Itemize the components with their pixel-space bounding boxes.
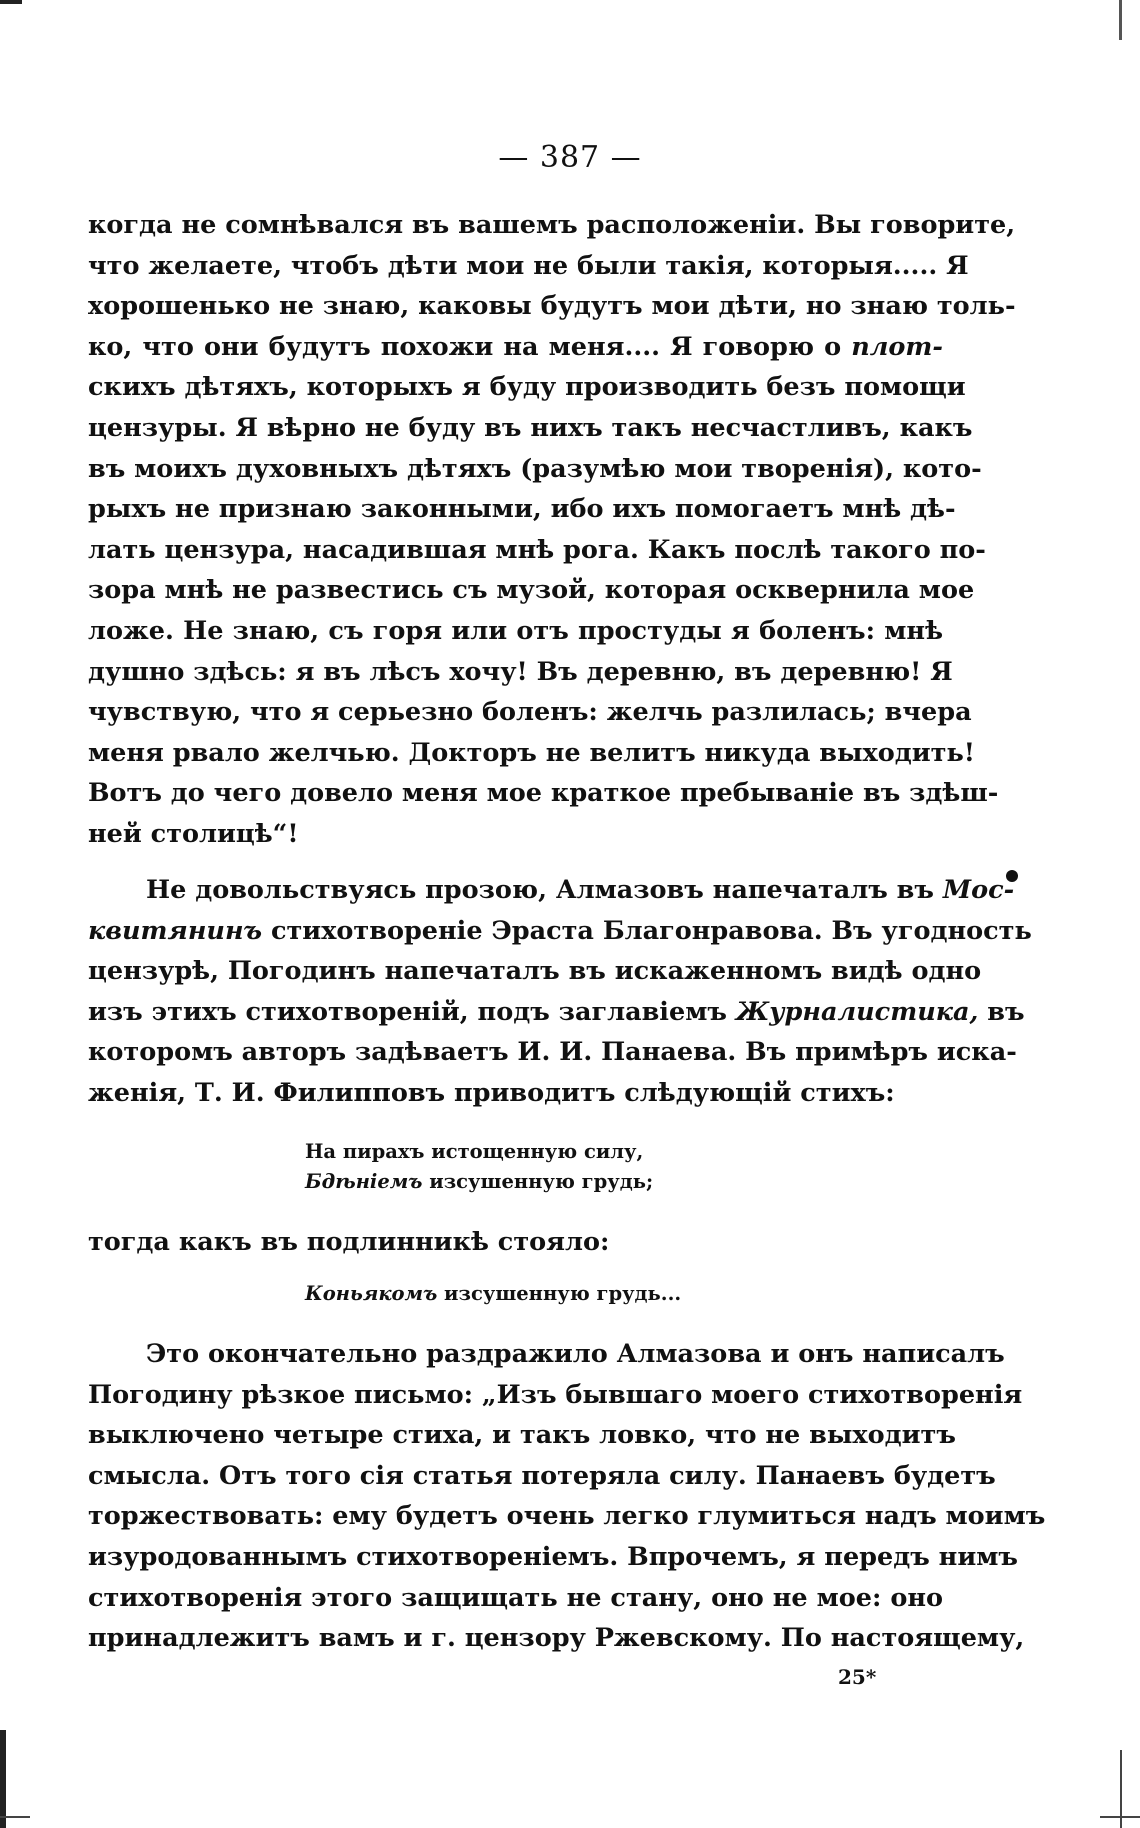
text-line: въ моихъ духовныхъ дѣтяхъ (разумѣю мои творенія), кото-: [88, 453, 982, 484]
text-line: рыхъ не признаю законными, ибо ихъ помогаетъ мнѣ дѣ-: [88, 494, 956, 525]
signature-mark: 25*: [838, 1665, 877, 1689]
paragraph-3: [88, 1334, 1046, 1659]
scan-edge-mark: [1119, 0, 1122, 40]
text-line: Не довольствуясь прозою, Алмазовъ напечаталъ въ Мос-: [146, 875, 1015, 905]
text-line: Погодину рѣзкое письмо: „Изъ бывшаго моего стихотворенія: [88, 1379, 1023, 1410]
italic-word: квитянинъ: [88, 915, 263, 946]
paragraph-2: [88, 870, 1032, 1114]
verse-quote-2: [305, 1279, 681, 1309]
page-number: — 387 —: [498, 140, 642, 175]
text-line: ко, что они будутъ похожи на меня.... Я говорю о плот-: [88, 331, 943, 362]
italic-word: Журналистика,: [735, 996, 979, 1027]
verse-line: Коньякомъ изсушенную грудь...: [305, 1282, 682, 1305]
text-line: Вотъ до чего довело меня мое краткое пребываніе въ здѣш-: [88, 778, 999, 809]
text-line: ложе. Не знаю, съ горя или отъ простуды я боленъ: мнѣ: [88, 615, 943, 646]
text-line: душно здѣсь: я въ лѣсъ хочу! Въ деревню, въ деревню! Я: [88, 656, 953, 687]
scan-edge-mark: [0, 0, 22, 4]
text-line: которомъ авторъ задѣваетъ И. И. Панаева. Въ примѣръ иска-: [88, 1037, 1017, 1068]
text-line: тогда какъ въ подлинникѣ стояло:: [88, 1227, 610, 1257]
verse-line: Бдѣніемъ изсушенную грудь;: [305, 1170, 654, 1193]
text-line: принадлежитъ вамъ и г. цензору Ржевскому. По настоящему,: [88, 1623, 1025, 1654]
text-line: торжествовать: ему будетъ очень легко глумиться надъ моимъ: [88, 1501, 1046, 1532]
scan-edge-mark: [0, 1816, 30, 1818]
connector-line: [88, 1222, 943, 1263]
text-line: скихъ дѣтяхъ, которыхъ я буду производить безъ помощи: [88, 372, 966, 403]
verse-line: На пирахъ истощенную силу,: [305, 1140, 644, 1163]
italic-word: Коньякомъ: [305, 1282, 438, 1305]
verse-quote-1: [305, 1137, 653, 1197]
text-line: цензурѣ, Погодинъ напечаталъ въ искаженномъ видѣ одно: [88, 956, 982, 987]
italic-word: Бдѣніемъ: [305, 1170, 423, 1193]
text-line: женія, Т. И. Филипповъ приводитъ слѣдующій стихъ:: [88, 1077, 895, 1108]
text-line: изъ этихъ стихотвореній, подъ заглавіемъ Журналистика, въ: [88, 996, 1025, 1027]
paragraph-1: [88, 205, 1016, 855]
text-line: ней столицѣ“!: [88, 818, 299, 849]
italic-word: Мос-: [942, 875, 1015, 905]
scan-edge-mark: [0, 1730, 6, 1828]
text-line: изуродованнымъ стихотвореніемъ. Впрочемъ, я передъ нимъ: [88, 1541, 1018, 1572]
text-line: стихотворенія этого защищать не стану, оно не мое: оно: [88, 1582, 943, 1613]
text-line: квитянинъ стихотвореніе Эраста Благонравова. Въ угодность: [88, 915, 1032, 946]
text-line: Это окончательно раздражило Алмазова и онъ написалъ: [146, 1339, 1005, 1369]
text-line: что желаете, чтобъ дѣти мои не были такія, которыя..... Я: [88, 250, 969, 281]
text-line: цензуры. Я вѣрно не буду въ нихъ такъ несчастливъ, какъ: [88, 412, 973, 443]
text-line: чувствую, что я серьезно боленъ: желчь разлилась; вчера: [88, 697, 972, 728]
text-line: когда не сомнѣвался въ вашемъ расположеніи. Вы говорите,: [88, 210, 1016, 240]
italic-word: плот-: [851, 331, 943, 362]
scan-edge-mark: [1100, 1816, 1140, 1818]
text-line: выключено четыре стиха, и такъ ловко, что не выходитъ: [88, 1420, 956, 1451]
text-line: хорошенько не знаю, каковы будутъ мои дѣти, но знаю толь-: [88, 291, 1016, 322]
text-line: лать цензура, насадившая мнѣ рога. Какъ послѣ такого по-: [88, 534, 986, 565]
text-line: меня рвало желчью. Докторъ не велитъ никуда выходить!: [88, 737, 975, 768]
text-line: зора мнѣ не развестись съ музой, которая осквернила мое: [88, 575, 975, 606]
text-line: смысла. Отъ того сія статья потеряла силу. Панаевъ будетъ: [88, 1460, 996, 1491]
